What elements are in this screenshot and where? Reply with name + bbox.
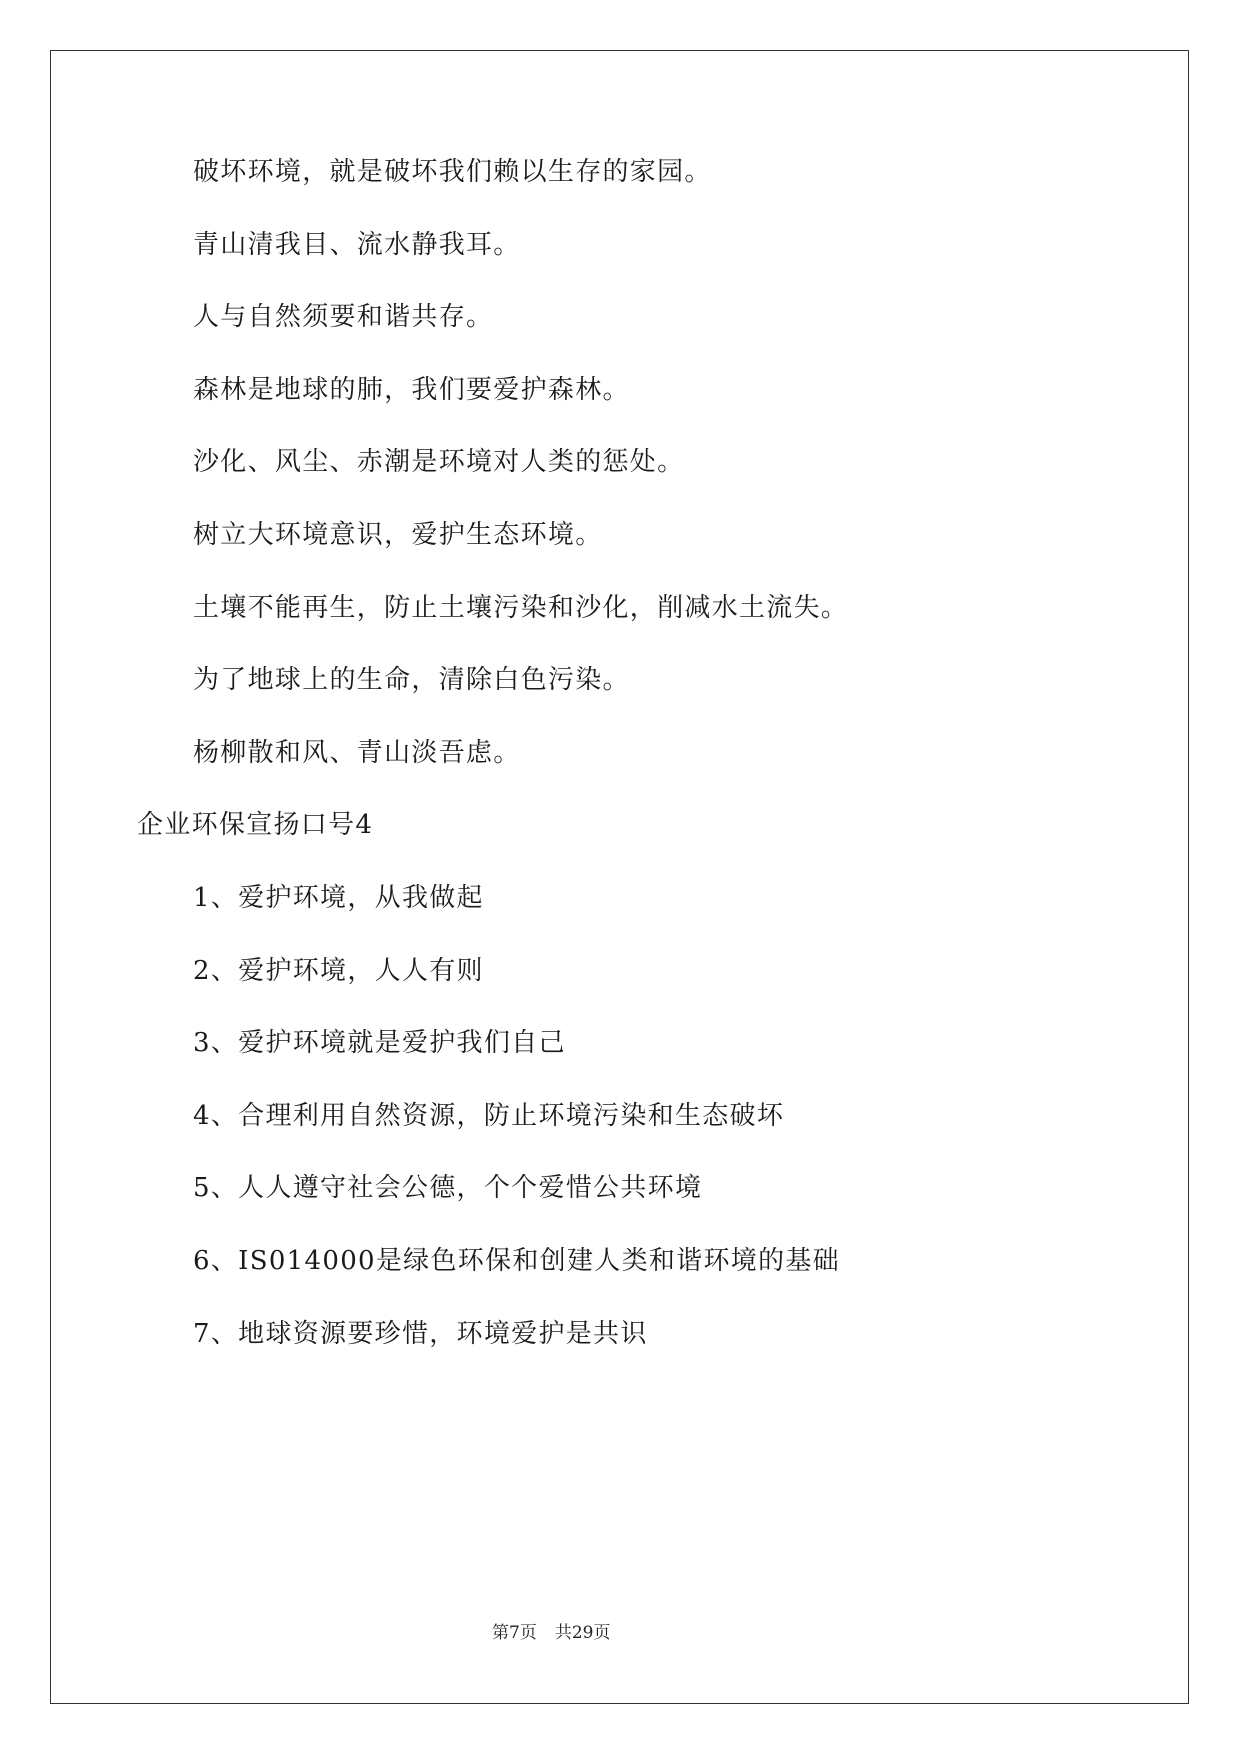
list-item: 6、IS014000是绿色环保和创建人类和谐环境的基础 bbox=[193, 1245, 840, 1276]
paragraph: 杨柳散和风、青山淡吾虑。 bbox=[193, 737, 521, 768]
page-footer bbox=[492, 1620, 610, 1646]
list-item: 5、人人遵守社会公德，个个爱惜公共环境 bbox=[193, 1173, 703, 1204]
list-item: 1、爱护环境，从我做起 bbox=[193, 882, 484, 913]
paragraph: 为了地球上的生命，清除白色污染。 bbox=[193, 665, 630, 696]
paragraph: 青山清我目、流水静我耳。 bbox=[193, 229, 521, 260]
list-item: 7、地球资源要珍惜，环境爱护是共识 bbox=[193, 1318, 648, 1349]
list-item: 3、爱护环境就是爱护我们自己 bbox=[193, 1028, 566, 1059]
paragraph: 土壤不能再生，防止土壤污染和沙化，削减水土流失。 bbox=[193, 592, 849, 623]
paragraph: 破坏环境，就是破坏我们赖以生存的家园。 bbox=[193, 157, 712, 187]
document-body bbox=[0, 136, 1241, 1370]
list-item: 2、爱护环境，人人有则 bbox=[193, 955, 484, 986]
list-item: 4、合理利用自然资源，防止环境污染和生态破坏 bbox=[193, 1100, 785, 1131]
paragraph: 沙化、风尘、赤潮是环境对人类的惩处。 bbox=[193, 447, 685, 478]
paragraph: 森林是地球的肺，我们要爱护森林。 bbox=[193, 374, 630, 405]
paragraph: 人与自然须要和谐共存。 bbox=[193, 302, 494, 333]
section-heading: 企业环保宣扬口号4 bbox=[137, 810, 374, 841]
page-total: 共29页 bbox=[554, 1623, 611, 1643]
paragraph: 树立大环境意识，爱护生态环境。 bbox=[193, 519, 603, 550]
page-number: 第7页 bbox=[492, 1623, 537, 1643]
